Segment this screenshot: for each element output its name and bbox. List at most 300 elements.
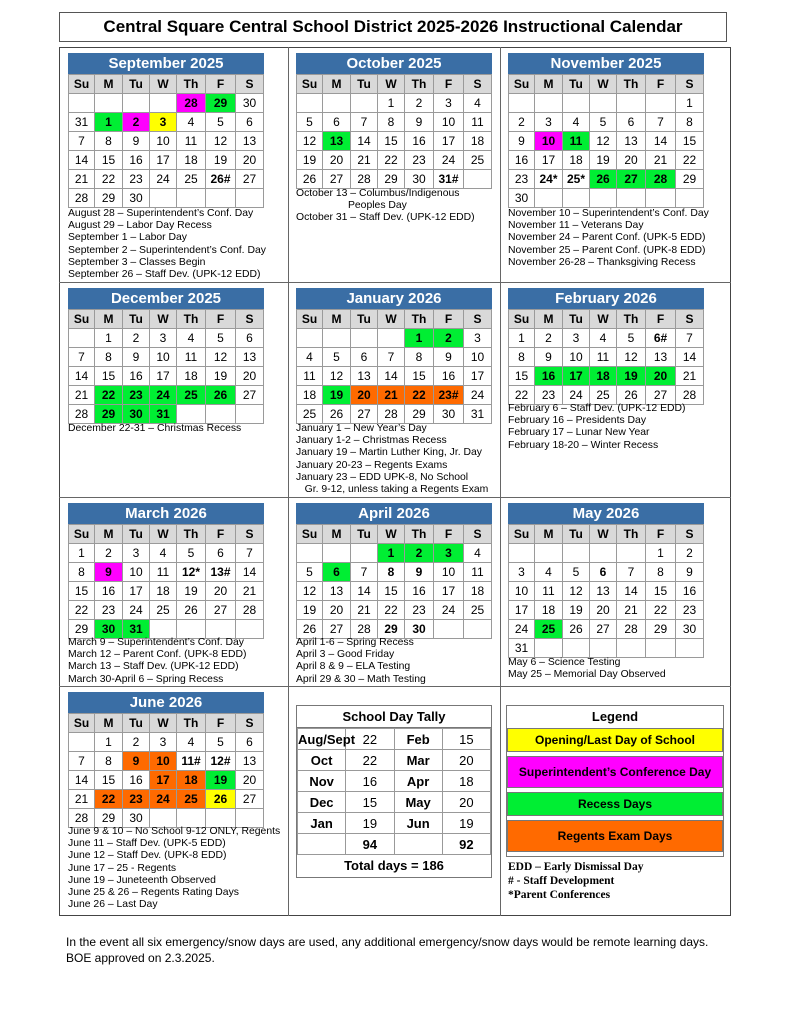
day-cell: 10 <box>123 563 150 582</box>
day-cell: 24 <box>434 601 464 620</box>
weekday-header: Tu <box>563 525 590 544</box>
day-cell: 10 <box>434 113 464 132</box>
day-cell: 24 <box>150 790 177 809</box>
day-cell: 17 <box>563 367 590 386</box>
day-cell: 19 <box>206 367 236 386</box>
day-cell: 31 <box>150 405 177 424</box>
day-cell: 7 <box>236 544 264 563</box>
day-cell: 31 <box>123 620 150 639</box>
day-cell: 10 <box>434 563 464 582</box>
weekday-header: W <box>150 714 177 733</box>
day-cell: 9 <box>123 752 150 771</box>
day-cell: 15 <box>69 582 95 601</box>
day-cell: 14 <box>646 132 676 151</box>
day-cell: 20 <box>590 601 617 620</box>
note-line: June 17 – 25 - Regents <box>68 862 177 874</box>
day-cell: 24 <box>123 601 150 620</box>
weekday-header: W <box>590 75 617 94</box>
day-cell: 20 <box>323 601 351 620</box>
tally-count: 22 <box>346 750 394 771</box>
day-cell: 11# <box>177 752 206 771</box>
day-cell: 19 <box>590 151 617 170</box>
day-cell: 24* <box>535 170 563 189</box>
day-cell: 15 <box>95 151 123 170</box>
day-cell <box>351 94 378 113</box>
month-5 <box>296 288 492 424</box>
day-cell: 15 <box>646 582 676 601</box>
day-cell: 16 <box>123 367 150 386</box>
day-cell: 17 <box>434 582 464 601</box>
week-row <box>69 132 264 151</box>
weekday-header: W <box>150 525 177 544</box>
day-cell: 5 <box>177 544 206 563</box>
note-line: June 26 – Last Day <box>68 899 158 911</box>
week-row <box>69 94 264 113</box>
weekday-header: W <box>590 525 617 544</box>
day-cell: 15 <box>95 367 123 386</box>
day-cell: 15 <box>378 582 405 601</box>
week-row <box>297 367 492 386</box>
abbreviations <box>508 860 643 902</box>
note-line: January 1-2 – Christmas Recess <box>296 435 447 447</box>
day-cell: 6 <box>206 544 236 563</box>
day-cell: 22 <box>378 601 405 620</box>
day-cell <box>206 620 236 639</box>
day-cell: 11 <box>177 132 206 151</box>
day-cell: 27 <box>236 170 264 189</box>
weekday-header: M <box>95 75 123 94</box>
day-cell: 20 <box>617 151 646 170</box>
week-row <box>69 405 264 424</box>
day-cell: 19 <box>297 151 323 170</box>
day-cell: 3 <box>509 563 535 582</box>
month-header: June 2026 <box>68 692 264 713</box>
tally-month: Jan <box>298 813 346 834</box>
day-cell: 30 <box>236 94 264 113</box>
month-notes <box>68 637 246 686</box>
week-row <box>509 151 704 170</box>
weekday-header: Th <box>617 525 646 544</box>
day-cell: 29 <box>405 405 434 424</box>
month-grid <box>68 309 264 424</box>
day-cell: 27 <box>236 386 264 405</box>
note-line: April 29 & 30 – Math Testing <box>296 673 426 685</box>
day-cell: 9 <box>123 132 150 151</box>
day-cell: 20 <box>236 367 264 386</box>
week-row <box>69 601 264 620</box>
day-cell: 18 <box>563 151 590 170</box>
month-9 <box>508 503 704 658</box>
legend-item: Superintendent’s Conference Day <box>507 756 723 788</box>
month-6 <box>508 288 704 405</box>
day-cell: 20 <box>236 771 264 790</box>
legend-title: Legend <box>591 709 639 724</box>
weekday-header: Tu <box>563 310 590 329</box>
divider <box>59 497 731 498</box>
tally-count: 92 <box>442 834 490 855</box>
day-cell <box>617 94 646 113</box>
tally-count: 19 <box>346 813 394 834</box>
tally-count: 16 <box>346 771 394 792</box>
note-line: November 10 – Superintendent’s Conf. Day <box>508 208 709 219</box>
note-line: January 23 – EDD UPK-8, No School <box>296 471 469 483</box>
day-cell: 28 <box>351 170 378 189</box>
day-cell: 1 <box>95 329 123 348</box>
day-cell: 12 <box>206 132 236 151</box>
tally-row <box>298 834 491 855</box>
day-cell <box>535 94 563 113</box>
weekday-header: Th <box>177 525 206 544</box>
day-cell: 12 <box>297 582 323 601</box>
day-cell: 28 <box>177 94 206 113</box>
day-cell: 29 <box>378 170 405 189</box>
day-cell: 20 <box>236 151 264 170</box>
week-row <box>509 639 704 658</box>
weekday-header: W <box>150 75 177 94</box>
day-cell: 15 <box>405 367 434 386</box>
week-row <box>297 113 492 132</box>
day-cell: 30 <box>123 809 150 828</box>
weekday-header: Su <box>509 525 535 544</box>
day-cell: 5 <box>297 113 323 132</box>
week-row <box>69 620 264 639</box>
month-header: November 2025 <box>508 53 704 74</box>
day-cell: 3 <box>464 329 492 348</box>
note-line: August 28 – Superintendent’s Conf. Day <box>68 208 254 219</box>
calendar-title: Central Square Central School District 2025-2026 Instructional Calendar <box>59 12 727 42</box>
day-cell: 14 <box>617 582 646 601</box>
day-cell: 10 <box>464 348 492 367</box>
weekday-header: F <box>434 310 464 329</box>
day-cell: 21 <box>351 601 378 620</box>
day-cell: 8 <box>509 348 535 367</box>
day-cell: 22 <box>69 601 95 620</box>
week-row <box>509 601 704 620</box>
day-cell: 17 <box>150 151 177 170</box>
tally-table <box>297 728 491 855</box>
weekday-header: F <box>646 75 676 94</box>
footer-line-1: In the event all six emergency/snow days are used, any additional emergency/snow days would be remote learning days. <box>66 935 709 949</box>
day-cell: 22 <box>95 790 123 809</box>
day-cell: 5 <box>206 733 236 752</box>
day-cell: 12 <box>323 367 351 386</box>
weekday-header: S <box>676 310 704 329</box>
day-cell: 29 <box>69 620 95 639</box>
note-line: Peoples Day <box>296 200 407 212</box>
note-line: March 13 – Staff Dev. (UPK-12 EDD) <box>68 661 239 673</box>
month-header: May 2026 <box>508 503 704 524</box>
month-3 <box>508 53 704 208</box>
week-row <box>297 601 492 620</box>
week-row <box>297 348 492 367</box>
day-cell: 19 <box>323 386 351 405</box>
weekday-header: M <box>535 310 563 329</box>
day-cell: 20 <box>351 386 378 405</box>
tally-count: 94 <box>346 834 394 855</box>
note-line: Gr. 9-12, unless taking a Regents Exam <box>296 484 489 496</box>
day-cell: 2 <box>535 329 563 348</box>
weekday-header: M <box>323 75 351 94</box>
divider <box>288 47 289 916</box>
day-cell: 31 <box>509 639 535 658</box>
day-cell: 24 <box>434 151 464 170</box>
weekday-header: Su <box>297 310 323 329</box>
week-row <box>297 132 492 151</box>
day-cell: 8 <box>95 132 123 151</box>
day-cell <box>177 809 206 828</box>
day-cell <box>509 544 535 563</box>
day-cell: 12# <box>206 752 236 771</box>
day-cell: 17 <box>509 601 535 620</box>
day-cell: 8 <box>95 348 123 367</box>
note-line: February 18-20 – Winter Recess <box>508 439 659 451</box>
note-line: April 3 – Good Friday <box>296 649 395 661</box>
day-cell: 19 <box>617 367 646 386</box>
note-line: January 20-23 – Regents Exams <box>296 459 448 471</box>
month-2 <box>296 53 492 189</box>
day-cell <box>590 94 617 113</box>
weekday-header: F <box>434 525 464 544</box>
day-cell: 9 <box>509 132 535 151</box>
day-cell: 1 <box>509 329 535 348</box>
week-row <box>509 189 704 208</box>
day-cell: 6 <box>236 329 264 348</box>
week-row <box>69 752 264 771</box>
day-cell <box>297 94 323 113</box>
day-cell: 13 <box>323 582 351 601</box>
day-cell: 6 <box>236 733 264 752</box>
day-cell <box>206 809 236 828</box>
day-cell: 2 <box>123 733 150 752</box>
day-cell: 3 <box>150 113 177 132</box>
day-cell: 29 <box>378 620 405 639</box>
day-cell: 17 <box>535 151 563 170</box>
week-row <box>69 386 264 405</box>
day-cell <box>509 94 535 113</box>
day-cell: 10 <box>150 752 177 771</box>
note-line: February 16 – Presidents Day <box>508 415 647 427</box>
abbr-parent-conf: *Parent Conferences <box>508 889 611 901</box>
weekday-header: F <box>206 75 236 94</box>
weekday-header: Th <box>405 525 434 544</box>
day-cell: 27 <box>323 620 351 639</box>
month-grid <box>296 524 492 639</box>
day-cell <box>563 189 590 208</box>
weekday-header: M <box>95 714 123 733</box>
day-cell <box>150 189 177 208</box>
day-cell: 10 <box>509 582 535 601</box>
note-line: April 1-6 – Spring Recess <box>296 637 414 648</box>
tally-month <box>298 834 346 855</box>
day-cell: 2 <box>434 329 464 348</box>
day-cell: 21 <box>69 386 95 405</box>
weekday-header: Su <box>69 75 95 94</box>
day-cell: 26 <box>563 620 590 639</box>
day-cell: 22 <box>405 386 434 405</box>
weekday-header: Th <box>177 75 206 94</box>
day-cell: 1 <box>646 544 676 563</box>
day-cell: 17 <box>150 771 177 790</box>
note-line: March 9 – Superintendent’s Conf. Day <box>68 637 244 648</box>
day-cell <box>535 544 563 563</box>
day-cell: 23 <box>405 151 434 170</box>
day-cell <box>563 544 590 563</box>
day-cell: 8 <box>378 113 405 132</box>
day-cell: 22 <box>95 386 123 405</box>
day-cell: 14 <box>378 367 405 386</box>
day-cell: 1 <box>69 544 95 563</box>
note-line: June 9 & 10 – No School 9-12 ONLY, Regents <box>68 826 281 837</box>
week-row <box>297 329 492 348</box>
day-cell: 24 <box>464 386 492 405</box>
day-cell: 27 <box>646 386 676 405</box>
day-cell: 18 <box>535 601 563 620</box>
weekday-header: W <box>378 75 405 94</box>
day-cell: 24 <box>563 386 590 405</box>
day-cell: 23 <box>123 170 150 189</box>
day-cell: 10 <box>150 348 177 367</box>
day-cell: 11 <box>563 132 590 151</box>
month-grid <box>68 713 264 828</box>
day-cell: 8 <box>676 113 704 132</box>
day-cell <box>297 329 323 348</box>
day-cell: 6 <box>236 113 264 132</box>
day-cell: 29 <box>95 405 123 424</box>
day-cell <box>236 809 264 828</box>
tally-count: 19 <box>442 813 490 834</box>
note-line: May 6 – Science Testing <box>508 657 621 668</box>
week-row <box>509 367 704 386</box>
month-grid <box>68 74 264 208</box>
day-cell: 16 <box>123 771 150 790</box>
week-row <box>509 132 704 151</box>
day-cell: 13 <box>351 367 378 386</box>
day-cell: 26 <box>297 620 323 639</box>
day-cell: 14 <box>69 771 95 790</box>
tally-title: School Day Tally <box>297 706 491 728</box>
weekday-header: S <box>676 525 704 544</box>
day-cell: 9 <box>405 113 434 132</box>
day-cell: 18 <box>297 386 323 405</box>
day-cell: 21 <box>676 367 704 386</box>
day-cell: 28 <box>351 620 378 639</box>
day-cell: 9 <box>95 563 123 582</box>
day-cell: 7 <box>69 132 95 151</box>
day-cell: 5 <box>323 348 351 367</box>
day-cell: 5 <box>206 113 236 132</box>
day-cell: 15 <box>509 367 535 386</box>
day-cell <box>123 94 150 113</box>
day-cell: 25 <box>590 386 617 405</box>
day-cell <box>617 189 646 208</box>
month-notes <box>68 826 280 911</box>
day-cell <box>177 189 206 208</box>
weekday-header: F <box>206 714 236 733</box>
day-cell <box>378 329 405 348</box>
tally-row <box>298 813 491 834</box>
day-cell: 29 <box>95 189 123 208</box>
day-cell: 17 <box>434 132 464 151</box>
weekday-header: W <box>378 525 405 544</box>
day-cell <box>69 329 95 348</box>
week-row <box>297 563 492 582</box>
weekday-header: Su <box>297 525 323 544</box>
weekday-header: Th <box>617 310 646 329</box>
tally-row <box>298 750 491 771</box>
month-4 <box>68 288 264 424</box>
weekday-header: S <box>236 75 264 94</box>
day-cell: 28 <box>676 386 704 405</box>
weekday-header: Su <box>297 75 323 94</box>
day-cell: 19 <box>206 151 236 170</box>
month-grid <box>508 309 704 405</box>
day-cell: 18 <box>464 582 492 601</box>
day-cell <box>590 639 617 658</box>
weekday-header: F <box>206 525 236 544</box>
day-cell: 18 <box>177 151 206 170</box>
day-cell <box>236 189 264 208</box>
day-cell: 11 <box>464 113 492 132</box>
day-cell: 27 <box>617 170 646 189</box>
day-cell: 15 <box>95 771 123 790</box>
weekday-header: Su <box>69 525 95 544</box>
month-8 <box>296 503 492 639</box>
day-cell: 6 <box>351 348 378 367</box>
day-cell: 13 <box>236 132 264 151</box>
week-row <box>509 170 704 189</box>
day-cell: 8 <box>405 348 434 367</box>
day-cell: 12 <box>590 132 617 151</box>
day-cell: 4 <box>177 329 206 348</box>
day-cell: 24 <box>150 170 177 189</box>
weekday-header: M <box>535 75 563 94</box>
weekday-header: M <box>95 525 123 544</box>
tally-month: Feb <box>394 729 442 750</box>
week-row <box>297 94 492 113</box>
tally-month: Oct <box>298 750 346 771</box>
day-cell <box>150 620 177 639</box>
day-cell: 12 <box>297 132 323 151</box>
day-cell <box>236 620 264 639</box>
note-line: June 11 – Staff Dev. (UPK-5 EDD) <box>68 838 226 850</box>
tally-month: Apr <box>394 771 442 792</box>
day-cell: 16 <box>123 151 150 170</box>
week-row <box>509 348 704 367</box>
day-cell: 4 <box>590 329 617 348</box>
day-cell: 22 <box>378 151 405 170</box>
day-cell: 27 <box>206 601 236 620</box>
day-cell: 30 <box>405 170 434 189</box>
month-grid <box>296 309 492 424</box>
day-cell: 21 <box>69 170 95 189</box>
week-row <box>69 733 264 752</box>
day-cell: 30 <box>123 189 150 208</box>
day-cell: 7 <box>378 348 405 367</box>
month-1 <box>68 53 264 208</box>
tally-count: 20 <box>442 750 490 771</box>
day-cell: 18 <box>177 367 206 386</box>
day-cell: 12* <box>177 563 206 582</box>
week-row <box>69 582 264 601</box>
day-cell: 21 <box>69 790 95 809</box>
month-header: April 2026 <box>296 503 492 524</box>
month-header: February 2026 <box>508 288 704 309</box>
legend-item: Opening/Last Day of School <box>507 728 723 752</box>
legend-item: Regents Exam Days <box>507 820 723 852</box>
day-cell: 26 <box>206 386 236 405</box>
week-row <box>509 582 704 601</box>
footer-note <box>66 934 746 966</box>
